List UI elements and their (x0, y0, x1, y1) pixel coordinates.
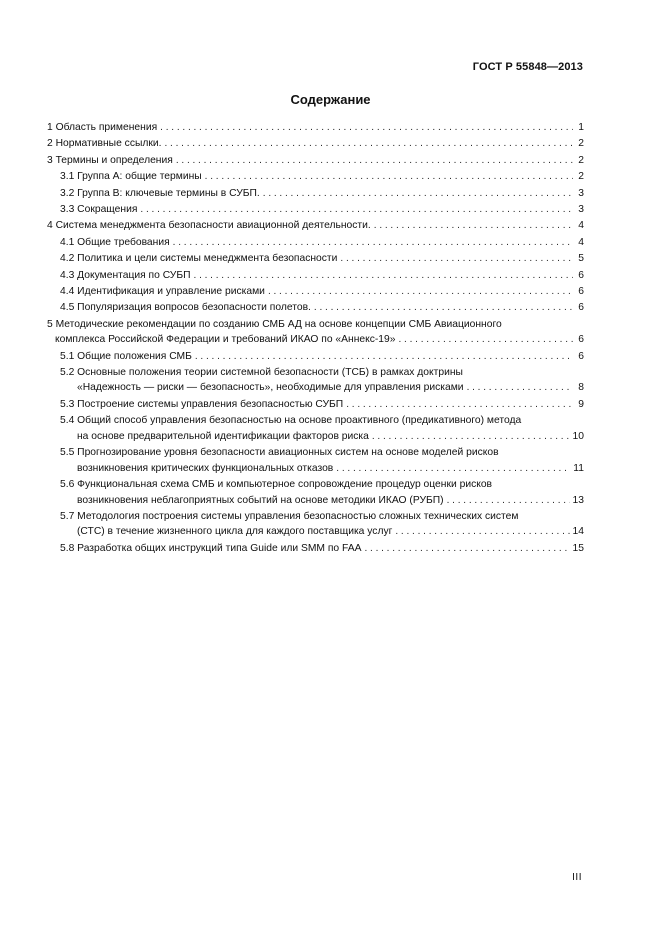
dot-leader (173, 235, 573, 251)
toc-page-number: 6 (578, 285, 584, 297)
toc-entry-text: «Надежность — риски — безопасность», необходимые для управления рисками (77, 382, 464, 394)
toc-page-number: 11 (573, 462, 584, 474)
page-title: Содержание (290, 92, 371, 107)
dot-leader (140, 202, 573, 218)
toc-entry-text: 5.8 Разработка общих инструкций типа Guide или SMM по FAA (60, 542, 362, 554)
toc-entry[interactable] (47, 397, 584, 413)
dot-leader (340, 251, 573, 267)
toc-entry-text: 5.1 Общие положения СМБ (60, 350, 192, 362)
dot-leader (447, 493, 570, 509)
toc-entry-text: 5.7 Методология построения системы управления безопасностью сложных технических систем (60, 510, 519, 522)
dot-leader (176, 153, 573, 169)
toc-entry[interactable] (47, 186, 584, 202)
dot-leader (399, 332, 574, 348)
toc-entry[interactable] (47, 477, 584, 508)
dot-leader (467, 380, 573, 396)
dot-leader (160, 120, 573, 136)
toc-page-number: 6 (578, 269, 584, 281)
toc-entry[interactable] (47, 509, 584, 540)
dot-leader (165, 136, 574, 152)
toc-entry-text: возникновения неблагоприятных событий на основе методики ИКАО (РУБП) (77, 494, 444, 506)
toc-page-number: 5 (578, 253, 584, 265)
toc-entry[interactable] (47, 300, 584, 316)
dot-leader (374, 218, 573, 234)
dot-leader (346, 397, 573, 413)
toc-page-number: 6 (578, 350, 584, 362)
toc-entry-text: 5.3 Построение системы управления безопасностью СУБП (60, 398, 344, 410)
toc-entry[interactable] (47, 251, 584, 267)
toc-entry-text: 4.1 Общие требования (60, 236, 170, 248)
toc-page-number: 13 (572, 494, 584, 506)
toc-entry[interactable] (47, 268, 584, 284)
toc-entry-text: 5.2 Основные положения теории системной безопасности (ТСБ) в рамках доктрины (60, 366, 463, 378)
toc-page-number: 2 (578, 138, 584, 150)
toc-page-number: 8 (578, 382, 584, 394)
toc-entry[interactable] (47, 120, 584, 136)
toc-entry[interactable] (47, 413, 584, 444)
toc-page-number: 10 (572, 430, 584, 442)
toc-page-number: 2 (578, 154, 584, 166)
dot-leader (372, 429, 570, 445)
toc-page-number: 4 (578, 220, 584, 232)
toc-entry[interactable] (47, 202, 584, 218)
toc-entry[interactable] (47, 218, 584, 234)
page-number: III (572, 872, 582, 883)
toc-entry-text: 4.5 Популяризация вопросов безопасности полетов. (60, 302, 311, 314)
toc-page-number: 4 (578, 236, 584, 248)
dot-leader (395, 524, 569, 540)
toc-entry[interactable] (47, 284, 584, 300)
toc-entry-text: 5 Методические рекомендации по созданию СМБ АД на основе концепции СМБ Авиационного (47, 318, 502, 330)
toc-entry-text: 1 Область применения (47, 122, 158, 133)
toc-page-number: 1 (578, 122, 584, 133)
toc-entry-text: 4.3 Документация по СУБП (60, 269, 191, 281)
toc-entry-text: 3.2 Группа В: ключевые термины в СУБП. (60, 187, 260, 199)
dot-leader (364, 541, 569, 557)
dot-leader (263, 186, 573, 202)
toc-entry-text: 3 Термины и определения (47, 154, 173, 166)
toc-entry-text: 2 Нормативные ссылки. (47, 138, 162, 150)
toc-entry-text: возникновения критических функциональных отказов (77, 462, 334, 474)
toc-page-number: 2 (578, 171, 584, 183)
dot-leader (194, 268, 573, 284)
toc-entry-text: (СТС) в течение жизненного цикла для каждого поставщика услуг (77, 526, 393, 538)
dot-leader (195, 349, 573, 365)
dot-leader (314, 300, 573, 316)
dot-leader (205, 169, 573, 185)
toc-page-number: 9 (578, 398, 584, 410)
toc-entry[interactable] (47, 349, 584, 365)
toc-page-number: 3 (578, 187, 584, 199)
toc-entry[interactable] (47, 153, 584, 169)
dot-leader (336, 461, 570, 477)
table-of-contents (47, 120, 584, 557)
toc-entry-text: 4 Система менеджмента безопасности авиационной деятельности. (47, 220, 371, 232)
toc-entry-text: 5.6 Функциональная схема СМБ и компьютерное сопровождение процедур оценки рисков (60, 479, 493, 491)
toc-page-number: 6 (578, 334, 584, 346)
toc-entry[interactable] (47, 136, 584, 152)
standard-designation: ГОСТ Р 55848—2013 (472, 61, 583, 73)
toc-entry[interactable] (47, 541, 584, 557)
toc-entry[interactable] (47, 317, 584, 348)
toc-entry[interactable] (47, 235, 584, 251)
toc-entry-text: на основе предварительной идентификации факторов риска (77, 430, 369, 442)
toc-page-number: 3 (578, 203, 584, 215)
toc-entry-text: комплекса Российской Федерации и требований ИКАО по «Аннекс-19» (55, 334, 396, 346)
toc-entry-text: 4.2 Политика и цели системы менеджмента безопасности (60, 253, 338, 265)
toc-page-number: 6 (578, 302, 584, 314)
toc-page-number: 15 (572, 542, 584, 554)
toc-entry-text: 3.1 Группа А: общие термины (60, 171, 202, 183)
toc-entry-text: 3.3 Сокращения (60, 203, 138, 215)
toc-entry-text: 4.4 Идентификация и управление рисками (60, 285, 265, 297)
toc-page-number: 14 (572, 526, 584, 538)
dot-leader (268, 284, 573, 300)
toc-entry[interactable] (47, 169, 584, 185)
toc-entry[interactable] (47, 445, 584, 476)
toc-entry-text: 5.4 Общий способ управления безопасностью на основе проактивного (предикативного) метода (60, 415, 522, 427)
toc-entry[interactable] (47, 365, 584, 396)
toc-entry-text: 5.5 Прогнозирование уровня безопасности авиационных систем на основе моделей рисков (60, 447, 499, 459)
